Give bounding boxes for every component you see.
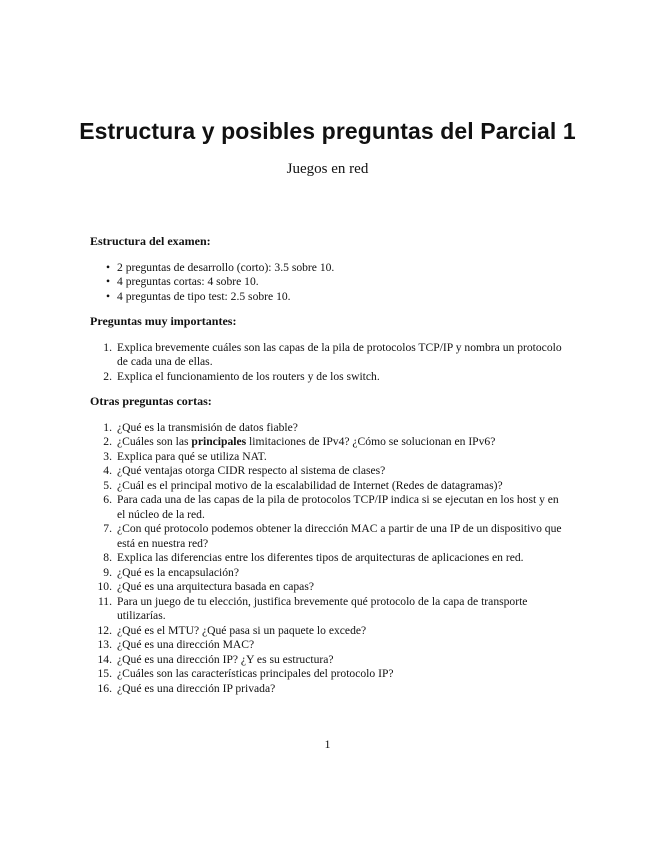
list-item-number: 16. bbox=[97, 681, 112, 695]
list-item-text-emphasis: principales bbox=[191, 435, 247, 448]
list-item-text: Para cada una de las capas de la pila de protocolos TCP/IP indica si se ejecutan en los host y en el núcleo de la red. bbox=[117, 493, 559, 521]
list-item-text: ¿Cuál es el principal motivo de la escalabilidad de Internet (Redes de datagramas)? bbox=[117, 478, 503, 492]
document-subtitle: Juegos en red bbox=[286, 161, 369, 177]
list-item bbox=[90, 341, 568, 370]
list-item-number: 8. bbox=[103, 551, 112, 564]
list-item-number: 12. bbox=[97, 623, 112, 637]
list-item-number: 2. bbox=[103, 369, 112, 383]
list-item-text: ¿Con qué protocolo podemos obtener la dirección MAC a partir de una IP de un dispositivo que está en nuestra red? bbox=[117, 522, 562, 550]
list-item-text: Explica las diferencias entre los diferentes tipos de arquitecturas de aplicaciones en red. bbox=[117, 551, 524, 564]
list-item-number: 1. bbox=[103, 340, 112, 354]
list-item-text-post: limitaciones de IPv4? ¿Cómo se solucionan en IPv6? bbox=[246, 435, 496, 448]
list-item-number: 5. bbox=[103, 478, 112, 492]
list-item bbox=[90, 450, 568, 465]
list-item-text: 4 preguntas de tipo test: 2.5 sobre 10. bbox=[117, 289, 291, 303]
list-item bbox=[90, 261, 568, 276]
list-item-number: 3. bbox=[103, 449, 112, 463]
list-item bbox=[90, 595, 568, 624]
list-item-text: ¿Qué es una dirección IP privada? bbox=[117, 681, 276, 695]
list-item-number: 9. bbox=[103, 565, 112, 579]
list-item-number: 13. bbox=[97, 638, 112, 651]
section-heading-important: Preguntas muy importantes: bbox=[90, 314, 237, 328]
list-item bbox=[90, 653, 568, 668]
list-item-number: 2. bbox=[103, 435, 112, 448]
list-item-number: 14. bbox=[97, 652, 112, 666]
list-item bbox=[90, 638, 568, 653]
list-item bbox=[90, 479, 568, 494]
list-item bbox=[90, 370, 568, 385]
list-item bbox=[90, 522, 568, 551]
list-item bbox=[90, 667, 568, 682]
list-item-number: 11. bbox=[97, 594, 112, 608]
list-item-text: 4 preguntas cortas: 4 sobre 10. bbox=[117, 275, 259, 288]
section-heading-structure: Estructura del examen: bbox=[90, 234, 211, 248]
list-item bbox=[90, 464, 568, 479]
list-item-text bbox=[117, 435, 495, 448]
list-item-text: ¿Qué es una dirección MAC? bbox=[117, 638, 255, 651]
page-number: 1 bbox=[324, 737, 331, 751]
list-item bbox=[90, 566, 568, 581]
list-item-number: 4. bbox=[103, 464, 112, 477]
list-item-number: 6. bbox=[103, 493, 112, 506]
list-item bbox=[90, 275, 568, 290]
list-item-text: ¿Qué es una arquitectura basada en capas? bbox=[117, 580, 314, 593]
bullet-icon: • bbox=[106, 260, 111, 274]
list-item bbox=[90, 435, 568, 450]
list-item bbox=[90, 624, 568, 639]
list-item-text: ¿Qué ventajas otorga CIDR respecto al sistema de clases? bbox=[117, 464, 386, 477]
list-item-text: ¿Cuáles son las características principales del protocolo IP? bbox=[117, 667, 394, 680]
list-item-text: ¿Qué es la encapsulación? bbox=[117, 565, 239, 579]
list-item bbox=[90, 493, 568, 522]
list-item-text: Explica el funcionamiento de los routers y de los switch. bbox=[117, 369, 380, 383]
important-questions-list bbox=[90, 341, 568, 385]
list-item-text: Para un juego de tu elección, justifica brevemente qué protocolo de la capa de transporte utilizarías. bbox=[117, 594, 528, 622]
bullet-icon: • bbox=[106, 289, 111, 303]
list-item bbox=[90, 682, 568, 697]
list-item-number: 15. bbox=[97, 667, 112, 680]
list-item-text: ¿Qué es la transmisión de datos fiable? bbox=[117, 420, 298, 434]
list-item-number: 1. bbox=[103, 420, 112, 434]
list-item-number: 7. bbox=[103, 522, 112, 535]
list-item bbox=[90, 290, 568, 305]
list-item bbox=[90, 580, 568, 595]
short-questions-list bbox=[90, 421, 568, 697]
list-item-text: 2 preguntas de desarrollo (corto): 3.5 sobre 10. bbox=[117, 260, 335, 274]
list-item-text-pre: ¿Cuáles son las bbox=[117, 435, 192, 448]
list-item-text: ¿Qué es una dirección IP? ¿Y es su estructura? bbox=[117, 652, 334, 666]
list-item-number: 10. bbox=[97, 580, 112, 593]
list-item-text: ¿Qué es el MTU? ¿Qué pasa si un paquete lo excede? bbox=[117, 623, 367, 637]
bullet-icon: • bbox=[106, 275, 111, 288]
list-item-text: Explica brevemente cuáles son las capas de la pila de protocolos TCP/IP y nombra un protocolo de cada una de ellas. bbox=[117, 340, 562, 368]
list-item-text: Explica para qué se utiliza NAT. bbox=[117, 449, 267, 463]
structure-list bbox=[90, 261, 568, 305]
list-item bbox=[90, 551, 568, 566]
document-title: Estructura y posibles preguntas del Parcial 1 bbox=[79, 118, 576, 144]
list-item bbox=[90, 421, 568, 436]
document-body bbox=[90, 234, 568, 696]
section-heading-short: Otras preguntas cortas: bbox=[90, 394, 212, 408]
